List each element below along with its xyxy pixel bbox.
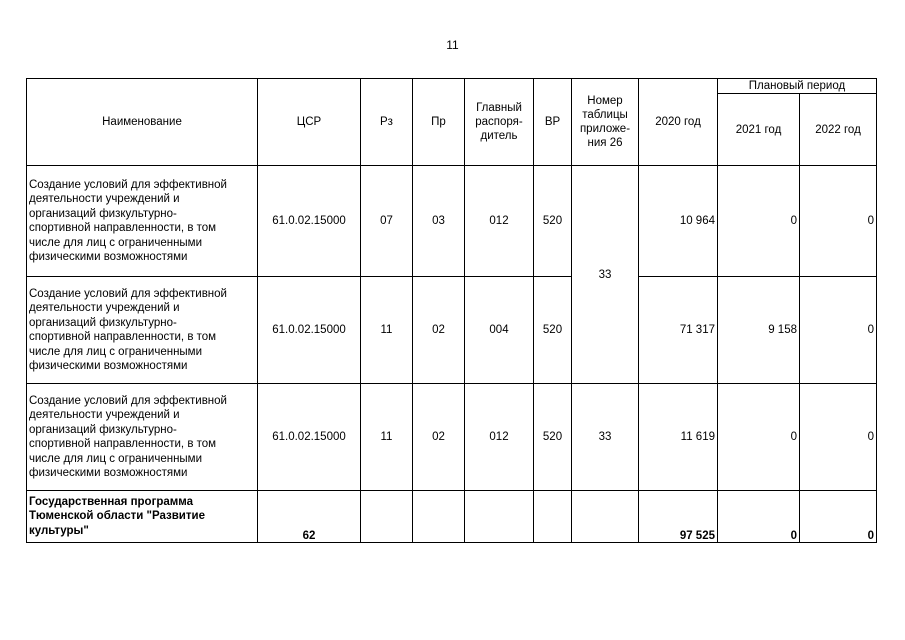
total-glavny xyxy=(465,491,534,543)
row-pr: 03 xyxy=(413,166,465,277)
row-2021: 9 158 xyxy=(718,277,800,384)
row-name-line: числе для лиц с ограниченными xyxy=(29,345,203,358)
total-rz xyxy=(361,491,413,543)
header-vr: ВР xyxy=(534,79,572,166)
total-pr xyxy=(413,491,465,543)
row-2020: 10 964 xyxy=(639,166,718,277)
row-glavny: 012 xyxy=(465,166,534,277)
row-vr: 520 xyxy=(534,277,572,384)
row-vr: 520 xyxy=(534,166,572,277)
row-name-line: числе для лиц с ограниченными xyxy=(29,452,203,465)
row-name-line: физическими возможностями xyxy=(29,251,188,263)
header-table-no xyxy=(572,79,639,166)
row-2020: 71 317 xyxy=(639,277,718,384)
row-pr: 02 xyxy=(413,277,465,384)
header-table-no-line: ния 26 xyxy=(587,137,623,149)
row-name-line: организаций физкультурно- xyxy=(29,316,177,329)
table-row xyxy=(27,166,877,277)
row-name-line: организаций физкультурно- xyxy=(29,207,177,220)
row-name-line: деятельности учреждений и xyxy=(29,193,180,205)
total-name-line: Тюменской области "Развитие xyxy=(29,510,205,523)
table-row xyxy=(27,277,877,384)
table-row xyxy=(27,384,877,491)
row-table-no-merged: 33 xyxy=(572,166,639,384)
budget-table xyxy=(26,78,877,543)
row-pr: 02 xyxy=(413,384,465,491)
total-2022: 0 xyxy=(800,491,877,543)
row-2021: 0 xyxy=(718,384,800,491)
header-row-1 xyxy=(27,79,877,94)
row-rz: 11 xyxy=(361,384,413,491)
header-name: Наименование xyxy=(27,79,258,166)
header-2022: 2022 год xyxy=(800,94,877,166)
total-vr xyxy=(534,491,572,543)
row-name xyxy=(27,277,258,384)
row-2022: 0 xyxy=(800,166,877,277)
header-table-no-line: таблицы xyxy=(582,109,628,121)
row-name-line: спортивной направленности, в том xyxy=(29,222,217,234)
row-glavny: 004 xyxy=(465,277,534,384)
total-table-no xyxy=(572,491,639,543)
total-2021: 0 xyxy=(718,491,800,543)
row-name-line: деятельности учреждений и xyxy=(29,409,180,421)
row-name-line: деятельности учреждений и xyxy=(29,302,180,314)
row-name xyxy=(27,166,258,277)
total-name xyxy=(27,491,258,543)
row-name-line: числе для лиц с ограниченными xyxy=(29,236,203,249)
header-2021: 2021 год xyxy=(718,94,800,166)
header-table-no-line: приложе- xyxy=(579,123,631,135)
total-name-line: культуры" xyxy=(29,524,89,537)
row-name-line: спортивной направленности, в том xyxy=(29,331,217,343)
row-2022: 0 xyxy=(800,277,877,384)
row-table-no: 33 xyxy=(572,384,639,491)
header-planning-period: Плановый период xyxy=(718,79,877,94)
total-2020: 97 525 xyxy=(639,491,718,543)
total-name-line: Государственная программа xyxy=(29,495,194,508)
row-csr: 61.0.02.15000 xyxy=(258,166,361,277)
row-rz: 11 xyxy=(361,277,413,384)
row-glavny: 012 xyxy=(465,384,534,491)
header-rz: Рз xyxy=(361,79,413,166)
row-2021: 0 xyxy=(718,166,800,277)
row-name-line: физическими возможностями xyxy=(29,360,188,372)
header-glavny xyxy=(465,79,534,166)
total-row xyxy=(27,491,877,543)
header-pr: Пр xyxy=(413,79,465,166)
row-name-line: физическими возможностями xyxy=(29,467,188,479)
header-table-no-line: Номер xyxy=(587,95,623,107)
header-glavny-line: дитель xyxy=(480,130,518,142)
row-name-line: Создание условий для эффективной xyxy=(29,394,227,407)
row-rz: 07 xyxy=(361,166,413,277)
row-name-line: организаций физкультурно- xyxy=(29,423,177,436)
row-name-line: Создание условий для эффективной xyxy=(29,178,227,191)
header-2020: 2020 год xyxy=(639,79,718,166)
row-2022: 0 xyxy=(800,384,877,491)
row-name xyxy=(27,384,258,491)
row-vr: 520 xyxy=(534,384,572,491)
total-csr: 62 xyxy=(258,491,361,543)
row-name-line: спортивной направленности, в том xyxy=(29,438,217,450)
header-glavny-line: Главный xyxy=(476,102,522,114)
row-name-line: Создание условий для эффективной xyxy=(29,287,227,300)
row-csr: 61.0.02.15000 xyxy=(258,384,361,491)
header-glavny-line: распоря- xyxy=(475,116,523,128)
header-csr: ЦСР xyxy=(258,79,361,166)
row-2020: 11 619 xyxy=(639,384,718,491)
page-number: 11 xyxy=(446,38,459,52)
row-csr: 61.0.02.15000 xyxy=(258,277,361,384)
